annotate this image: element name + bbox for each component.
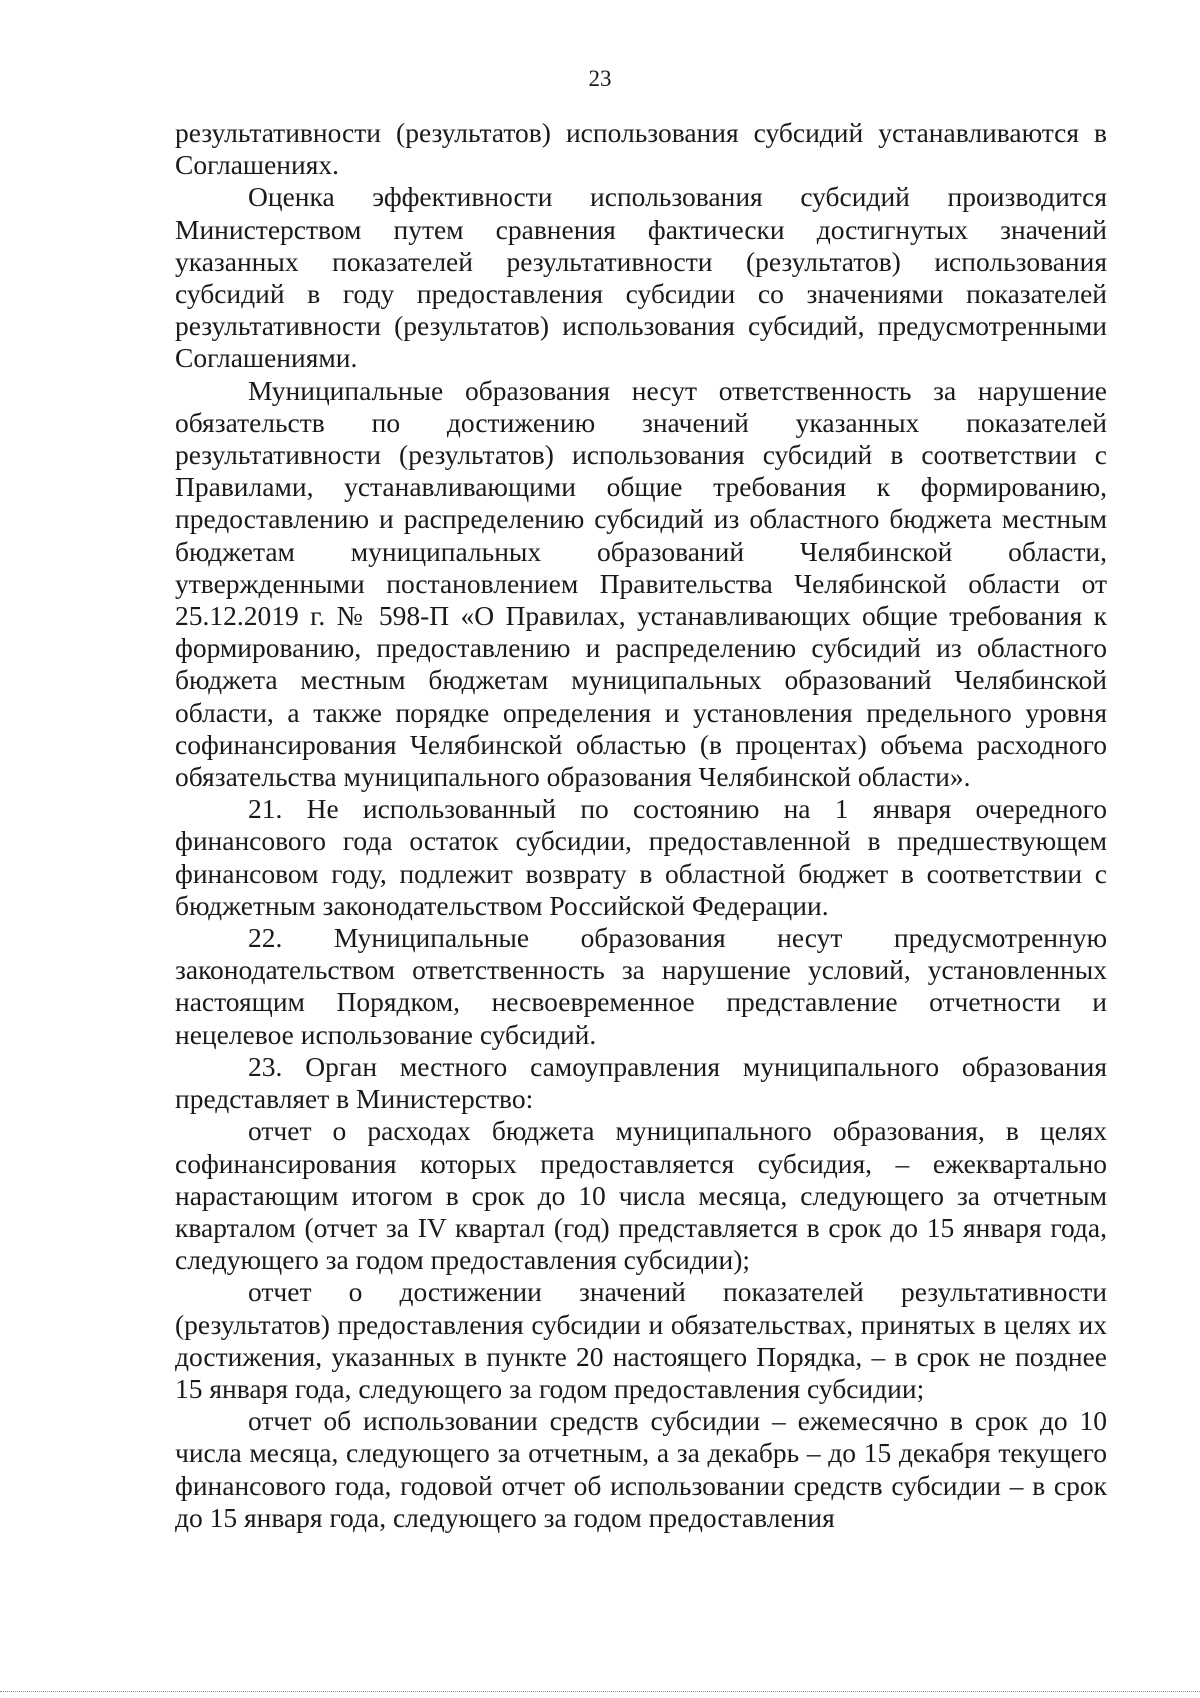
paragraph-clause-22: 22. Муниципальные образования несут предусмотренную законодательством ответственность за нарушение условий, установленных настоящим Порядком, несвоевременное представление отчетности и нецелевое использование субсидий. bbox=[175, 922, 1107, 1050]
paragraph-continuation: результативности (результатов) использования субсидий устанавливаются в Соглашениях. bbox=[175, 117, 1107, 181]
paragraph-expense-report: отчет о расходах бюджета муниципального образования, в целях софинансирования которых предоставляется субсидия, – ежеквартально нарастающим итогом в срок до 10 числа месяца, следующего за отчетным кварталом (отчет за IV квартал (год) представляется в срок до 15 января года, следующего за годом предоставления субсидии); bbox=[175, 1115, 1107, 1276]
paragraph-results-report: отчет о достижении значений показателей результативности (результатов) предоставления субсидии и обязательствах, принятых в целях их достижения, указанных в пункте 20 настоящего Порядка, – в срок не позднее 15 января года, следующего за годом предоставления субсидии; bbox=[175, 1276, 1107, 1404]
paragraph-usage-report: отчет об использовании средств субсидии – ежемесячно в срок до 10 числа месяца, следующего за отчетным, а за декабрь – до 15 декабря текущего финансового года, годовой отчет об использовании средств субсидии – в срок до 15 января года, следующего за годом предоставления bbox=[175, 1405, 1107, 1533]
paragraph-efficiency-evaluation: Оценка эффективности использования субсидий производится Министерством путем сравнения фактически достигнутых значений указанных показателей результативности (результатов) использования субсидий в году предоставления субсидии со значениями показателей результативности (результатов) использования субсидий, предусмотренными Соглашениями. bbox=[175, 181, 1107, 374]
page-number: 23 bbox=[588, 66, 612, 91]
paragraph-municipal-responsibility: Муниципальные образования несут ответственность за нарушение обязательств по достижению значений указанных показателей результативности (результатов) использования субсидий в соответствии с Правилами, устанавливающими общие требования к формированию, предоставлению и распределению субсидий из областного бюджета местным бюджетам муниципальных образований Челябинской области, утвержденными постановлением Правительства Челябинской области от 25.12.2019 г. № 598-П «О Правилах, устанавливающих общие требования к формированию, предоставлению и распределению субсидий из областного бюджета местным бюджетам муниципальных образований Челябинской области, а также порядке определения и установления предельного уровня софинансирования Челябинской областью (в процентах) объема расходного обязательства муниципального образования Челябинской области». bbox=[175, 374, 1107, 793]
paragraph-clause-21: 21. Не использованный по состоянию на 1 января очередного финансового года остаток субсидии, предоставленной в предшествующем финансовом году, подлежит возврату в областной бюджет в соответствии с бюджетным законодательством Российской Федерации. bbox=[175, 793, 1107, 921]
document-body bbox=[175, 117, 1107, 1534]
scan-edge-line bbox=[0, 1691, 1200, 1692]
paragraph-clause-23: 23. Орган местного самоуправления муниципального образования представляет в Министерство: bbox=[175, 1050, 1107, 1115]
